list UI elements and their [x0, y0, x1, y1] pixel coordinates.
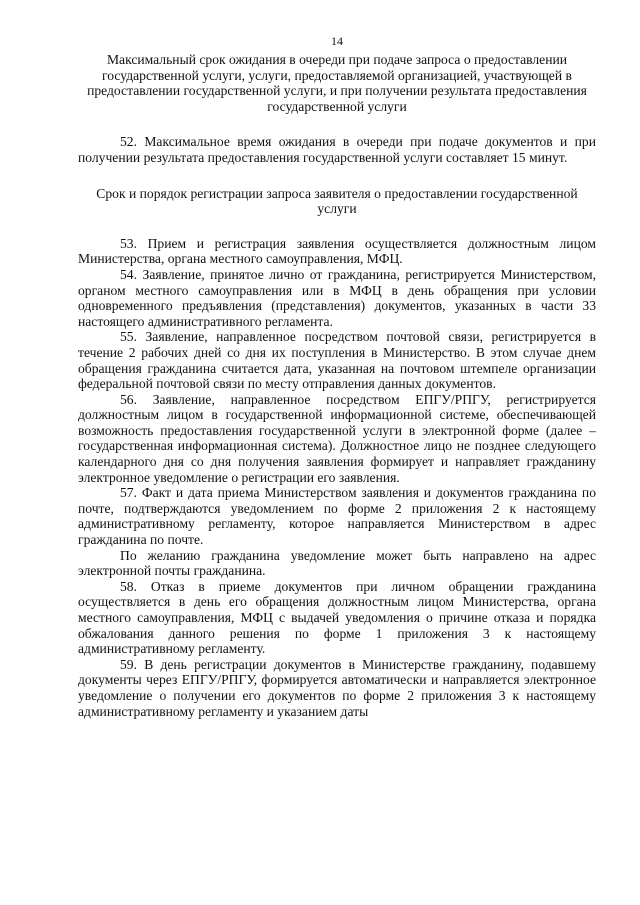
page-number: 14 — [331, 34, 343, 48]
paragraph-53: 53. Прием и регистрация заявления осуществляется должностным лицом Министерства, органа местного самоуправления, МФЦ. — [78, 235, 596, 267]
section-heading-registration: Срок и порядок регистрации запроса заявителя о предоставлении государственной услуги — [96, 185, 578, 217]
paragraph-58: 58. Отказ в приеме документов при личном обращении гражданина осуществляется в день его обращения должностным лицом Министерства, органа местного самоуправления, МФЦ с выдачей уведомления о причине отказа и порядка обжалования данного решения по форме 1 приложения 3 к настоящему административному регламенту. — [78, 578, 596, 657]
spacer — [78, 217, 596, 236]
paragraph-52: 52. Максимальное время ожидания в очереди при подаче документов и при получении результата предоставления государственной услуги составляет 15 минут. — [78, 134, 596, 165]
spacer — [78, 114, 596, 134]
paragraph-55: 55. Заявление, направленное посредством почтовой связи, регистрируется в течение 2 рабочих дней со дня их поступления в Министерство. В этом случае днем обращения гражданина считается дата, указанная на почтовом штемпеле организации федеральной почтовой связи по месту отправления данных документов. — [78, 329, 596, 392]
section-heading-waiting-time: Максимальный срок ожидания в очереди при подаче запроса о предоставлении государственной услуги, услуги, предоставляемой организацией, участвующей в предоставлении государственной услуги, и при получении результата предоставления государственной услуги — [87, 52, 587, 114]
document-page — [78, 34, 596, 719]
spacer — [78, 166, 596, 186]
paragraph-56: 56. Заявление, направленное посредством ЕПГУ/РПГУ, регистрируется должностным лицом в государственной информационной системе, обеспечивающей возможность предоставления государственной услуги в электронной форме (далее – государственная информационная система). Должностное лицо не позднее следующего календарного дня со дня получения заявления формирует и направляет гражданину электронное уведомление о регистрации его заявления. — [78, 391, 596, 485]
paragraph-57: 57. Факт и дата приема Министерством заявления и документов гражданина по почте, подтверждаются уведомлением по форме 2 приложения 2 к настоящему административному регламенту, которое направляется Министерством в адрес гражданина по почте. — [78, 485, 596, 548]
paragraph-54: 54. Заявление, принятое лично от гражданина, регистрируется Министерством, органом местного самоуправления или в МФЦ в день обращения при условии одновременного предъявления (представления) документов, указанных в части 33 настоящего административного регламента. — [78, 266, 596, 329]
paragraph-59: 59. В день регистрации документов в Министерстве гражданину, подавшему документы через ЕПГУ/РПГУ, формируется автоматически и направляется электронное уведомление о получении его документов по форме 2 приложения 3 к настоящему административному регламенту и указанием даты — [78, 656, 596, 719]
paragraph-57-email: По желанию гражданина уведомление может быть направлено на адрес электронной почты гражданина. — [78, 547, 596, 579]
